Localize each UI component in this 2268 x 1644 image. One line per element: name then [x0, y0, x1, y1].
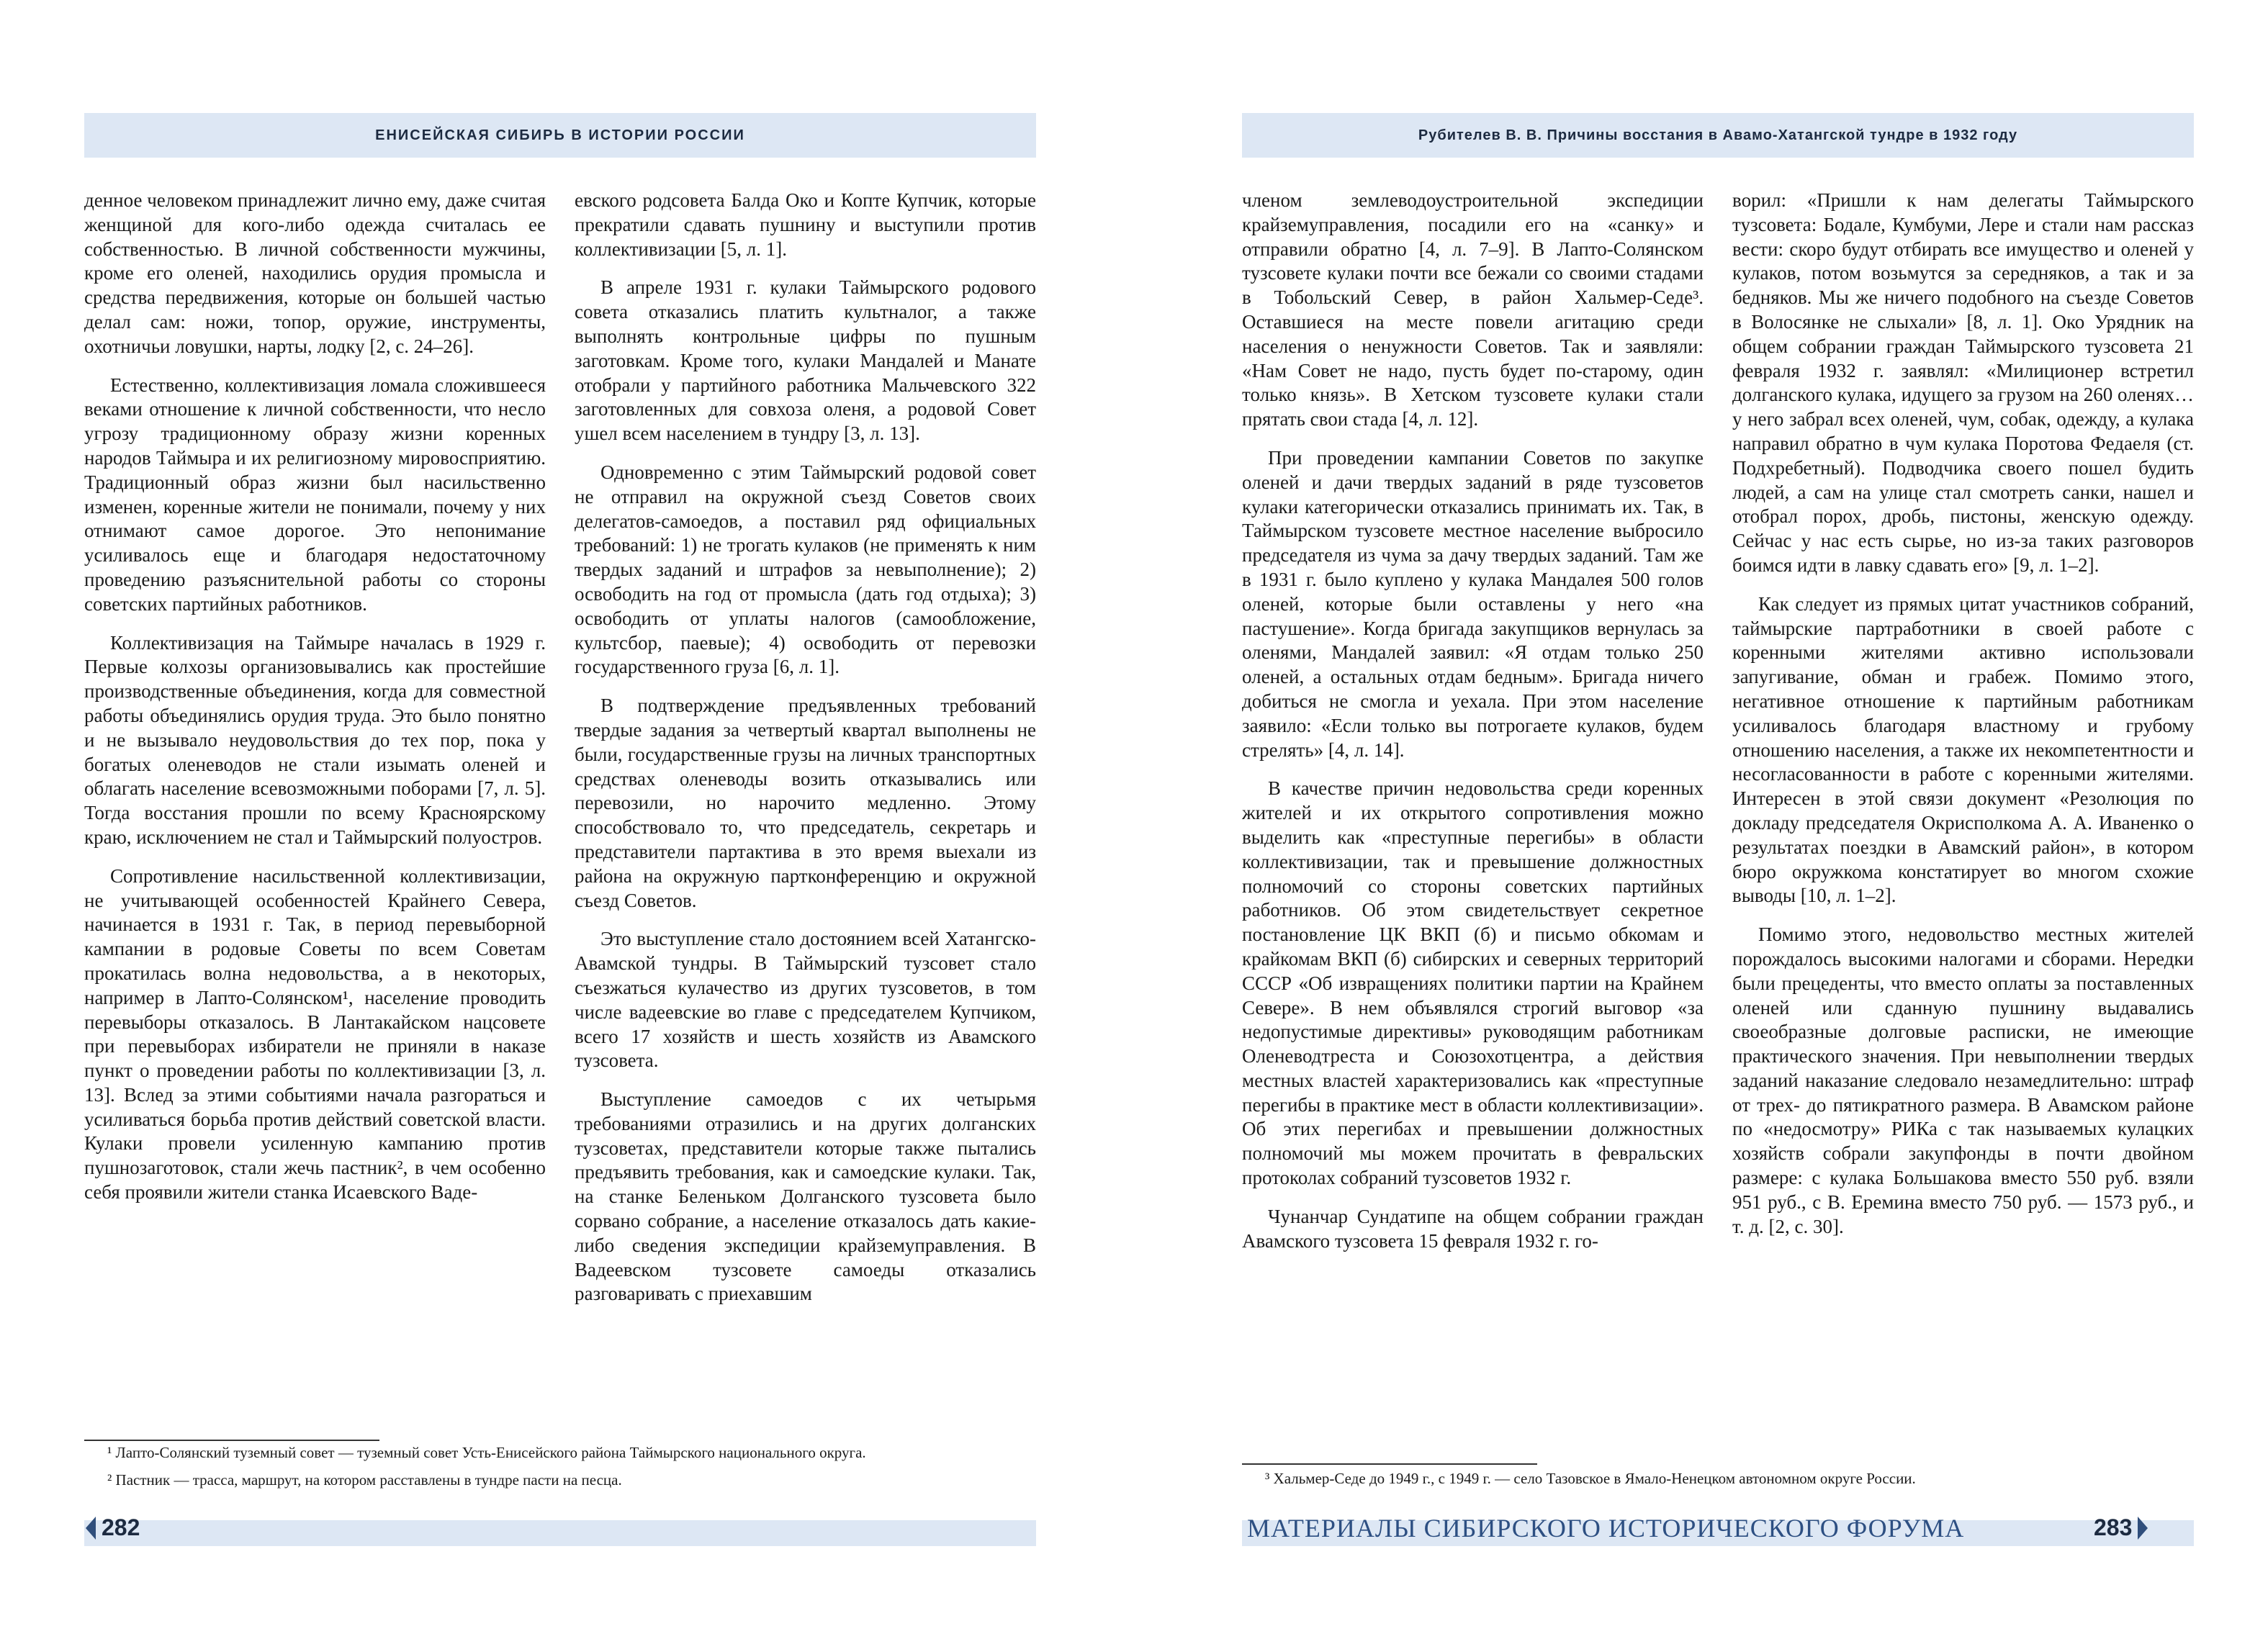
running-header-bar	[1242, 113, 2194, 158]
paragraph: В качестве причин недовольства среди коренных жителей и их открытого сопротивления можно выделить как «преступные перегибы» в области коллективизации, так и превышение должностных полномочий со стороны советских партийных работников. Об этом свидетельствует секретное постановление ЦК ВКП (б) и письмо обкомам и крайкомам ВКП (б) сибирских и северных территорий СССР «Об извращениях политики партии на Крайнем Севере». В нем объявлялся строгий выговор «за недопустимые директивы» руководящим работникам Оленеводтреста и Союзохотцентра, а действия местных властей характеризовались как «преступные перегибы в практике мест в области коллективизации». Об этих перегибах и превышении должностных полномочий мы можем прочитать в февральских протоколах собраний тузсоветов 1932 г.	[1242, 777, 1704, 1189]
footer-bar	[84, 1520, 1036, 1546]
running-header-bar	[84, 113, 1036, 158]
footnote-divider	[1242, 1463, 1537, 1465]
journal-title: МАТЕРИАЛЫ СИБИРСКОГО ИСТОРИЧЕСКОГО ФОРУМА	[1247, 1514, 1965, 1543]
page-number	[2094, 1514, 2148, 1541]
text-columns	[1242, 189, 2194, 1427]
running-header: ЕНИСЕЙСКАЯ СИБИРЬ В ИСТОРИИ РОССИИ	[375, 127, 745, 143]
paragraph: членом землеводоустроительной экспедиции крайземуправления, посадили его на «санку» и отправили обратно [4, л. 7–9]. В Лапто-Солянском тузсовете кулаки почти все бежали со своими стадами в Тобольский Север, в район Хальмер-Седе³. Оставшиеся на месте повели агитацию среди населения о ненужности Советов. Так и заявляли: «Нам Совет не надо, пусть будет по-старому, один только князь». В Хетском тузсовете кулаки стали прятать свои стада [4, л. 12].	[1242, 189, 1704, 430]
chevron-right-icon	[2138, 1517, 2148, 1540]
paragraph: Коллективизация на Таймыре началась в 1929 г. Первые колхозы организовывались как простейшие производственные объединения, когда для совместной работы объединялись орудия труда. Это было понятно и не вызывало неудовольствия до тех пор, пока у богатых оленеводов не стали изымать оленей и облагать население всевозможными поборами [7, л. 5]. Тогда восстания прошли по всему Красноярскому краю, исключением не стал и Таймырский полуостров.	[84, 631, 546, 848]
footnotes	[1242, 1468, 2194, 1496]
column-2	[575, 189, 1036, 1427]
paragraph: Помимо этого, недовольство местных жителей порождалось высокими налогами и сборами. Нередки были прецеденты, что вместо оплаты за поставленных оленей или сданную пушнину выдавались своеобразные долговые расписки, не имеющие практического значения. При невыполнении твердых заданий наказание следовало незамедлительно: штраф от трех- до пятикратного размера. В Авамском районе по «недосмотру» РИКа с так называемых кулацких хозяйств собрали закупфонды в почти двойном размере: с кулака Большакова вместо 550 руб. взяли 951 руб., с В. Еремина вместо 750 руб. — 1573 руб., и т. д. [2, с. 30].	[1732, 923, 2194, 1237]
paragraph: При проведении кампании Советов по закупке оленей и дачи твердых заданий в ряде тузсоветов кулаки категорически отказались принимать их. Так, в Таймырском тузсовете местное население выбросило председателя из чума за дачу твердых заданий. Там же в 1931 г. было куплено у кулака Мандалея 500 голов оленей, которые были оставлены у него «на пастушение». Когда бригада закупщиков вернулась за оленями, Мандалей заявил: «Я отдам только 250 оленей, а остальных отдам бедным». Бригада ничего добиться не смогла и уехала. При этом население заявило: «Если только вы потрогаете кулаков, будем стрелять» [4, л. 14].	[1242, 446, 1704, 761]
footnote: ³ Хальмер-Седе до 1949 г., с 1949 г. — село Тазовское в Ямало-Ненецком автономном округе России.	[1265, 1470, 1916, 1487]
running-header: Рубителев В. В. Причины восстания в Авамо-Хатангской тундре в 1932 году	[1418, 127, 2018, 143]
paragraph: Как следует из прямых цитат участников собраний, таймырские партработники в своей работе с коренными жителями активно использовали запугивание, обман и грабеж. Помимо этого, негативное отношение к партийным работникам усиливалось благодаря властному и грубому отношению населения, а также их некомпетентности и несогласованности в работе с коренными жителями. Интересен в этой связи документ «Резолюция по докладу председателя Окрисполкома А. А. Иваненко о результатах поездки в Авамский район», в котором бюро окружкома констатирует во многом схожие выводы [10, л. 1–2].	[1732, 592, 2194, 907]
footnotes	[84, 1442, 1036, 1497]
paragraph: Естественно, коллективизация ломала сложившееся веками отношение к личной собственности, что несло угрозу традиционному образу жизни коренных народов Таймыра и их религиозному мировосприятию. Традиционный образ жизни был насильственно изменен, коренные жители не понимали, почему у них отнимают самое дорогое. Это непонимание усиливалось еще и благодаря недостаточному проведению разъяснительной работы со стороны советских партийных работников.	[84, 374, 546, 615]
paragraph: В подтверждение предъявленных требований твердые задания за четвертый квартал выполнены не были, государственные грузы на личных транспортных средствах оленеводы возить отказывались или перевозили, но нарочито медленно. Этому способствовало то, что председатель, секретарь и представители партактива в это время выехали из района на окружную партконференцию и окружной съезд Советов.	[575, 695, 1036, 911]
column-1	[1242, 189, 1704, 1427]
right-page	[1134, 0, 2268, 1644]
paragraph: Сопротивление насильственной коллективизации, не учитывающей особенностей Крайнего Севера, начинается в 1931 г. Так, в период перевыборной кампании в родовые Советы по всем Советам прокатилась волна недовольства, а в некоторых, например в Лапто-Солянском¹, население проводить перевыборы отказалось. В Лантакайском нацсовете при перевыборах избиратели не приняли в наказе пункт о проведении работы по коллективизации [3, л. 13]. Вслед за этими событиями начала разгораться и усиливаться борьба против действий советской власти. Кулаки провели усиленную кампанию против пушнозаготовок, стали жечь пастник², в чем особенно себя проявили жители станка Исаевского Ваде-	[84, 864, 546, 1203]
chevron-left-icon	[86, 1517, 96, 1540]
paragraph: ворил: «Пришли к нам делегаты Таймырского тузсовета: Бодале, Кумбуми, Лере и стали нам рассказ вести: скоро будут отбирать все имущество и оленей у кулаков, потом возьмутся за середняков, а так и за бедняков. Мы же ничего подобного на съезде Советов в Волосянке не слыхали» [8, л. 1]. Око Урядник на общем собрании граждан Таймырского тузсовета 21 февраля 1932 г. заявлял: «Милиционер встретил долганского кулака, идущего за грузом на 260 оленях… у него забрал всех оленей, чум, собак, одежду, а кулака направил обратно в чум кулака Поротова Федаеля (ст. Подхребетный). Подводчика своего пошел будить людей, а сам на улице стал смотреть санки, нашел и отобрал порох, дробь, пистоны, женскую одежду. Сейчас у нас есть сырье, но из-за таких разговоров боимся идти в лавку сдавать его» [9, л. 1–2].	[1732, 189, 2194, 576]
paragraph: Это выступление стало достоянием всей Хатангско-Авамской тундры. В Таймырский тузсовет стало съезжаться кулачество из других тузсоветов, в том числе вадеевские во главе с председателем Купчиком, всего 17 хозяйств и шесть хозяйств из Авамского тузсовета.	[575, 928, 1036, 1072]
page-number-text: 283	[2094, 1514, 2133, 1540]
text-columns	[84, 189, 1036, 1427]
page-number	[86, 1514, 140, 1541]
paragraph: денное человеком принадлежит лично ему, даже считая женщиной для кого-либо одежда считалась ее собственностью. В личной собственности мужчины, кроме его оленей, находились орудия промысла и средства передвижения, которые он большей частью делал сам: ножи, топор, оружие, инструменты, охотничьи ловушки, нарты, лодку [2, с. 24–26].	[84, 189, 546, 357]
paragraph: Чунанчар Сундатипе на общем собрании граждан Авамского тузсовета 15 февраля 1932 г. го-	[1242, 1205, 1704, 1252]
paragraph: Выступление самоедов с их четырьмя требованиями отразились и на других долганских тузсоветах, представители которые также пытались предъявить требования, как и самоедские кулаки. Так, на станке Беленьком Долганского тузсовета было сорвано собрание, а население отказалось дать какие-либо сведения экспедиции крайземуправления. В Вадеевском тузсовете самоеды отказались разговаривать с приехавшим	[575, 1088, 1036, 1305]
footnote-divider	[84, 1440, 379, 1441]
paragraph: евского родсовета Балда Око и Копте Купчик, которые прекратили сдавать пушнину и выступили против коллективизации [5, л. 1].	[575, 189, 1036, 260]
footnote: ² Пастник — трасса, маршрут, на котором расставлены в тундре пасти на песца.	[107, 1471, 622, 1489]
footnote: ¹ Лапто-Солянский туземный совет — туземный совет Усть-Енисейского района Таймырского национального округа.	[107, 1444, 866, 1461]
paragraph: В апреле 1931 г. кулаки Таймырского родового совета отказались платить культналог, а также выполнять контрольные цифры по пушным заготовкам. Кроме того, кулаки Мандалей и Манате отобрали у партийного работника Мальчевского 322 заготовленных для совхоза оленя, а родовой Совет ушел всем населением в тундру [3, л. 13].	[575, 276, 1036, 445]
column-2	[1732, 189, 2194, 1427]
column-1	[84, 189, 546, 1427]
paragraph: Одновременно с этим Таймырский родовой совет не отправил на окружной съезд Советов своих делегатов-самоедов, а поставил ряд официальных требований: 1) не трогать кулаков (не применять к ним твердых заданий и штрафов за невыполнение); 2) освободить на год от промысла (дать год отдыха); 3) освободить от уплаты налогов (самообложение, культсбор, паевые); 4) освободить от перевозки государственного груза [6, л. 1].	[575, 461, 1036, 678]
page-number-text: 282	[102, 1514, 140, 1540]
